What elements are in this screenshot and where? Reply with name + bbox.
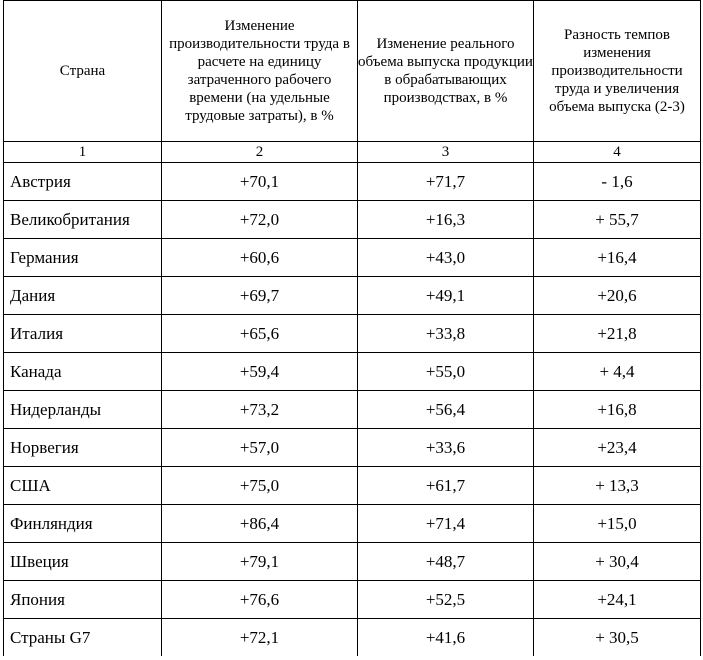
difference-cell: +20,6 [534, 277, 701, 315]
productivity-cell: +65,6 [162, 315, 358, 353]
column-number: 3 [358, 142, 534, 163]
output-cell: +41,6 [358, 619, 534, 657]
table-row [4, 505, 701, 543]
country-cell: США [4, 467, 162, 505]
country-cell: Норвегия [4, 429, 162, 467]
productivity-cell: +75,0 [162, 467, 358, 505]
output-cell: +71,7 [358, 163, 534, 201]
data-table [3, 0, 701, 656]
table-row [4, 239, 701, 277]
difference-cell: - 1,6 [534, 163, 701, 201]
table-row [4, 315, 701, 353]
difference-cell: + 55,7 [534, 201, 701, 239]
country-cell: Канада [4, 353, 162, 391]
output-cell: +48,7 [358, 543, 534, 581]
output-cell: +43,0 [358, 239, 534, 277]
productivity-cell: +76,6 [162, 581, 358, 619]
country-cell: Нидерланды [4, 391, 162, 429]
table-row [4, 353, 701, 391]
output-cell: +56,4 [358, 391, 534, 429]
difference-cell: +23,4 [534, 429, 701, 467]
output-cell: +33,8 [358, 315, 534, 353]
header-productivity-change: Изменение производительности труда в расчете на единицу затраченного рабочего времени (на удельные трудовые затраты), в % [162, 1, 358, 142]
productivity-cell: +59,4 [162, 353, 358, 391]
output-cell: +71,4 [358, 505, 534, 543]
country-cell: Германия [4, 239, 162, 277]
document-page [3, 0, 700, 656]
output-cell: +16,3 [358, 201, 534, 239]
table-row [4, 391, 701, 429]
column-number: 2 [162, 142, 358, 163]
country-cell: Финляндия [4, 505, 162, 543]
productivity-cell: +69,7 [162, 277, 358, 315]
header-row [4, 1, 701, 142]
column-number: 1 [4, 142, 162, 163]
difference-cell: +16,4 [534, 239, 701, 277]
productivity-cell: +72,1 [162, 619, 358, 657]
productivity-cell: +72,0 [162, 201, 358, 239]
table-row [4, 201, 701, 239]
country-cell: Австрия [4, 163, 162, 201]
table-row [4, 163, 701, 201]
country-cell: Страны G7 [4, 619, 162, 657]
country-cell: Великобритания [4, 201, 162, 239]
difference-cell: + 30,4 [534, 543, 701, 581]
header-output-change: Изменение реального объема выпуска продукции в обрабатывающих производствах, в % [358, 1, 534, 142]
table-body [4, 163, 701, 657]
output-cell: +55,0 [358, 353, 534, 391]
output-cell: +33,6 [358, 429, 534, 467]
difference-cell: +24,1 [534, 581, 701, 619]
column-number: 4 [534, 142, 701, 163]
difference-cell: + 13,3 [534, 467, 701, 505]
header-country: Страна [4, 1, 162, 142]
productivity-cell: +73,2 [162, 391, 358, 429]
productivity-cell: +70,1 [162, 163, 358, 201]
difference-cell: + 4,4 [534, 353, 701, 391]
difference-cell: +16,8 [534, 391, 701, 429]
country-cell: Дания [4, 277, 162, 315]
productivity-cell: +57,0 [162, 429, 358, 467]
table-row [4, 581, 701, 619]
country-cell: Италия [4, 315, 162, 353]
difference-cell: + 30,5 [534, 619, 701, 657]
country-cell: Швеция [4, 543, 162, 581]
output-cell: +49,1 [358, 277, 534, 315]
productivity-cell: +86,4 [162, 505, 358, 543]
difference-cell: +15,0 [534, 505, 701, 543]
table-row [4, 467, 701, 505]
table-row [4, 619, 701, 657]
output-cell: +52,5 [358, 581, 534, 619]
table-header [4, 1, 701, 163]
table-row [4, 277, 701, 315]
country-cell: Япония [4, 581, 162, 619]
table-row [4, 543, 701, 581]
productivity-cell: +60,6 [162, 239, 358, 277]
table-row [4, 429, 701, 467]
productivity-cell: +79,1 [162, 543, 358, 581]
column-number-row [4, 142, 701, 163]
output-cell: +61,7 [358, 467, 534, 505]
header-rate-difference: Разность темпов изменения производительности труда и увеличения объема выпуска (2-3) [534, 1, 701, 142]
difference-cell: +21,8 [534, 315, 701, 353]
